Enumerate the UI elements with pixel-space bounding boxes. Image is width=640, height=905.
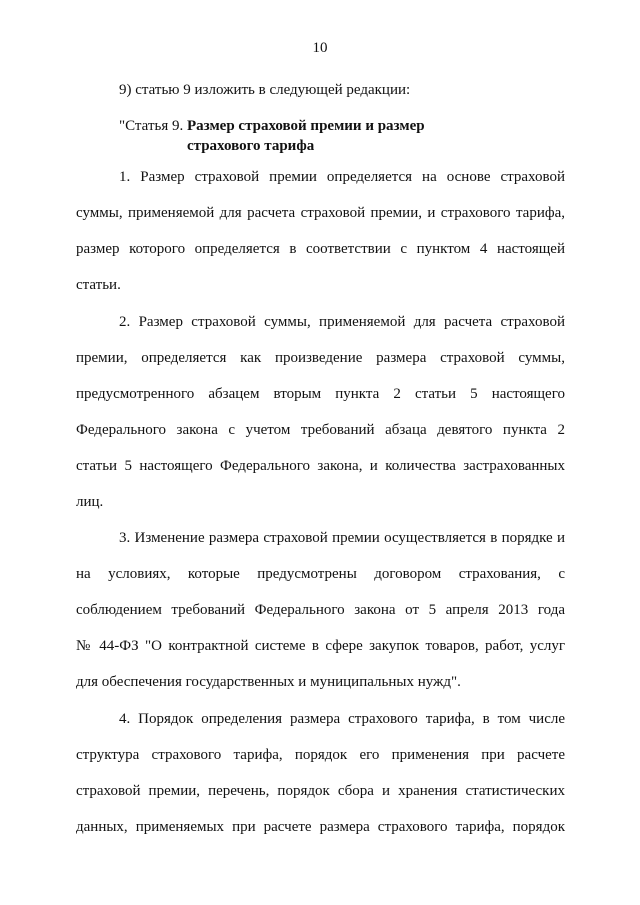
paragraph-line: премии, определяется как произведение размера страховой суммы, (76, 350, 565, 366)
paragraph-line: лиц. (76, 494, 104, 510)
paragraph-line: соблюдением требований Федерального закона от 5 апреля 2013 года (76, 602, 565, 618)
article-heading-line-1 (119, 117, 425, 135)
paragraph-line: на условиях, которые предусмотрены договором страхования, с (76, 566, 565, 582)
paragraph-line: № 44-ФЗ "О контрактной системе в сфере закупок товаров, работ, услуг (76, 638, 565, 654)
paragraph-line: 1. Размер страховой премии определяется на основе страховой (119, 169, 565, 185)
paragraph-line: предусмотренного абзацем вторым пункта 2 статьи 5 настоящего (76, 386, 565, 402)
article-heading-title: Размер страховой премии и размер (186, 118, 425, 134)
article-heading-line-2: страхового тарифа (187, 138, 315, 154)
page-number: 10 (312, 40, 328, 56)
paragraph-line: для обеспечения государственных и муниципальных нужд". (76, 674, 461, 690)
paragraph-line: страховой премии, перечень, порядок сбора и хранения статистических (76, 783, 565, 799)
paragraph-line: 3. Изменение размера страховой премии осуществляется в порядке и (119, 530, 565, 546)
article-heading-prefix: "Статья 9. (119, 118, 184, 134)
paragraph-line: статьи 5 настоящего Федерального закона, и количества застрахованных (76, 458, 565, 474)
paragraph-line: суммы, применяемой для расчета страховой премии, и страхового тарифа, (76, 205, 565, 221)
paragraph-line: 4. Порядок определения размера страхового тарифа, в том числе (119, 711, 565, 727)
paragraph-line: 2. Размер страховой суммы, применяемой для расчета страховой (119, 314, 565, 330)
paragraph-line: структура страхового тарифа, порядок его применения при расчете (76, 747, 565, 763)
paragraph-line: Федерального закона с учетом требований абзаца девятого пункта 2 (76, 422, 565, 438)
intro-line: 9) статью 9 изложить в следующей редакции: (119, 82, 411, 98)
paragraph-line: размер которого определяется в соответствии с пунктом 4 настоящей (76, 241, 565, 257)
paragraph-line: данных, применяемых при расчете размера страхового тарифа, порядок (76, 819, 565, 835)
paragraph-line: статьи. (76, 277, 121, 293)
